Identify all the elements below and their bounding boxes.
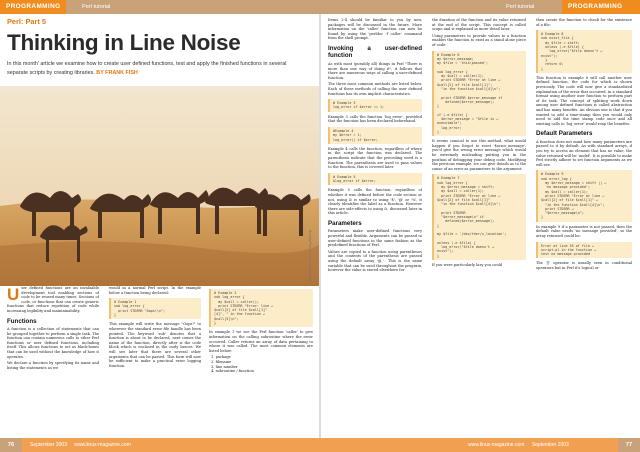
- right-page: [320, 14, 640, 438]
- standfirst-text: In this month' article we examine how to create user defined functions, test and apply the finished functions in several separate scripts by creating libraries.: [7, 61, 287, 76]
- paragraph: The '||' operator is usually seen in conditional operators but in Perl it's logical or: [536, 261, 632, 270]
- camels-illustration: [0, 86, 320, 286]
- photo-credit: Burning Photos: sxc.hu photographer: [308, 230, 312, 283]
- camels-photo: [0, 86, 320, 286]
- paragraph: A function is a collection of statements that can be grouped together to perform a single task. The function can contain numerous calls to other Perl functions or user defined functions, including itself. This allows functions to act as black-boxes that can be used without the knowledge of how it operates.: [7, 327, 99, 359]
- code-example-4: #Example 4 my $error = 1; log_error() if $error;: [328, 127, 422, 144]
- article-title: Thinking in Line Noise: [7, 30, 241, 55]
- column-5: [432, 18, 526, 436]
- section-tab-left: PROGRAMMING: [0, 0, 66, 14]
- paragraph: As with most (possibly all) things in Perl "There is more than one way of doing it", it follows that there are numerous ways of calling a user-defined function.: [328, 61, 422, 80]
- code-example-9: # Example 9 sub error_log { my $error_message = shift || ↵ 'no message provided'; my $call = caller(1); print STDERR "Error at line ↵ $call[2] of file $call[1]" ↵ "in the function $call[4]\n"; print STDERR ↵ "$error_message\n"; }: [536, 170, 632, 221]
- subsection-right: Perl tutorial: [506, 4, 535, 10]
- url-left: www.linux-magazine.com: [74, 442, 131, 448]
- column-3: [209, 286, 313, 426]
- intro-text: ser defined functions are an invaluable development tool enabling sections of code to be reused many times. Sections of code, or functions that can create generic functions that reduce repetition of code while increasing legibility and maintainability.: [7, 286, 99, 313]
- paragraph: Items 2-4 should be familiar to you by now, packages will be discussed in the future. More information on the 'caller' function can now be found by using the 'perldoc -f caller' command from the shell prompt.: [328, 18, 422, 41]
- paragraph: then create the function to check for the existence of a file:: [536, 18, 632, 27]
- paragraph: This function is example 8 will call another user defined function, the code for which is shown previously. The code will now give a standardized explanation of the error that occurred, in a standard format using another user function to perform part of its task. The concept of splitting work down among user defined functions is called abstraction and has many benefits. An obvious one is that if you wanted to add a time-stamp then you would only need to add the time stamp code once and all existing calls to 'log_error' would reap the benefits.: [536, 75, 632, 126]
- paragraph: The three most common methods are listed below. Each of these methods of calling the user defined functions has its own implicit characteristics.: [328, 82, 422, 96]
- url-right: www.linux-magazine.com: [468, 442, 525, 448]
- paragraph: Example 3 calls the function 'log_error', provided that the function has been declared beforehand.: [328, 114, 422, 124]
- page-number-left: 76: [0, 438, 22, 452]
- article-standfirst: [7, 60, 307, 77]
- heading-parameters: Parameters: [328, 219, 362, 227]
- column-6: [536, 18, 632, 436]
- byline: BY FRANK FISH: [96, 69, 138, 76]
- heading-default-parameters: Default Parameters: [536, 130, 593, 138]
- list-item: 4. subroutine / function: [211, 369, 254, 374]
- footer-right-info: [468, 438, 569, 452]
- paragraph: Using parameters to provide values to a function enables the function to exist as a stand alone piece of code:: [432, 33, 526, 47]
- paragraph: We declare a function by specifying its name and listing the statements as we: [7, 361, 99, 370]
- article-kicker: Perl: Part 5: [7, 17, 47, 26]
- code-example-1: # Example 1 sub log_error { print STDERR "Oops!\n"; }: [109, 298, 201, 319]
- issue-date-left: September 2003: [30, 442, 67, 448]
- list-item: 2. filename: [211, 359, 232, 364]
- section-tab-right: PROGRAMMING: [562, 0, 640, 14]
- code-example-7: # Example 7 sub log_error { my $error_message = shift; my $call = caller(1); print STDERR "Error at line ↵ $call[2] of file $call[1]" "in the function $call[4]\n"; print STDERR "$error_message\n" if defined($error_message); } my $file = '/dev/ther/x_location'; unless (-e $file) { log_error("$file doesn't ↵ exist"); }: [432, 174, 526, 260]
- paragraph: would in a normal Perl script. In the example below a function being declared:: [109, 286, 201, 295]
- paragraph: Example 5 calls the function, regardless of whether it was defined before the code section or not, using & is similar to using '$', '@' or '%', it clearly identifies the label as a function. However there are side-effects to using &, discussed later in this article.: [328, 188, 422, 216]
- code-example-5: # Example 5 &log_error if $error;: [328, 173, 422, 186]
- intro-paragraph: [7, 286, 99, 314]
- heading-invoking: Invoking a user-defined function: [328, 44, 422, 60]
- list-item: 3. line number: [211, 364, 238, 369]
- heading-functions: Functions: [7, 317, 37, 325]
- column-2: [109, 286, 201, 426]
- code-example-3: # Example 3 log_error if $error == 1;: [328, 99, 422, 112]
- footer-left-info: [30, 438, 131, 452]
- dropcap: U: [7, 286, 20, 304]
- paragraph: It seems comical to use this method, what would happen if you forgot to reset '$error_message', you'd give the wrong error message which would be extremely misleading putting you in the position of debugging your debug code. Modifying the previous example, we can give details as to the cause of an error as parameters to the argument:: [432, 139, 526, 171]
- code-example-2: # Example 2 sub log_error { my $call = caller(); print STDERR "Error: line ↵ $call[2] of file $call[1]" [4]", " in the function ↵ $call[3]\n"; }: [209, 289, 313, 327]
- column-4: [328, 18, 422, 436]
- paragraph: Example 4 calls the function, regardless of where in the script the function was declared. The parenthesis indicate that the preceding word is a function. The parenthesis are used to pass values to the function, this is covered later.: [328, 146, 422, 170]
- paragraph: This example will write the message "Oops!" to wherever the standard error file handle has been pointed. The keyword 'sub' denotes that a function is about to be declared, next comes the name of the function, directly after is the code block which is enclosed in the curly braces. We will see later that there are several other arguments that can be passed. This form will now be sufficient to make a practical error logging function.: [109, 322, 201, 368]
- paragraph: A function does not mind how many parameters are passed to it by default. As with standard arrays, if you try to access an element that has no value, the value returned will be 'undef'. It is possible to make Perl strictly adhere to set function arguments as we will see.: [536, 139, 632, 167]
- code-example-6: # Example 6 my $error_message; my $file = 'this\passed'; sub log_error { my $call = caller(1); print STDERR "Error at line ↵ $call[2] of file $call[1]"; "in the function $call[4]\n"; print STDERR $error_message if defined($error_message); } if (-e $file) { $error_message = "$file is ↵ executable"; log_error; }: [432, 51, 526, 137]
- page-number-right: 77: [618, 438, 640, 452]
- issue-date-right: September 2003: [531, 442, 569, 448]
- code-example-8: # Example 8 sub exist_file { my $file = shift; unless (-e $file) { log_error("$file doesn't ↵ exist"); } return 0; }: [536, 30, 632, 73]
- paragraph: In example 9 if a parameter is not passed, then the default value needs 'no message provided', so the array returned could be:: [536, 224, 632, 238]
- paragraph: In example 1 we see the Perl function 'caller' to give information on the calling subroutine where the error occurred. Caller returns an array of data pertaining to where it was called. The most common elements are listed below:: [209, 330, 313, 353]
- paragraph: If you were particularly lazy you could: [432, 263, 503, 267]
- code-output: Error at line 55 of file ↵ script.pl in the function ↵ test no message provided: [536, 242, 632, 259]
- column-1: [7, 286, 99, 426]
- caller-list: [209, 355, 313, 373]
- paragraph: Parameters make user-defined functions very powerful and flexible. Arguments can be passed to user-defined functions in the same fashion as the predefined functions of Perl.: [328, 229, 422, 248]
- paragraph: Values are copied to a function using parentheses and the contents of the parenthesis are passed using the default array '@_'. This is the same variable that can be used throughout the program, however the value is stored elsewhere for: [328, 249, 422, 273]
- paragraph: the duration of the function and its value returned at the end of the script. This concept is called scope and is explained in more detail later.: [432, 18, 526, 32]
- list-item: 1. package: [211, 355, 231, 360]
- subsection-left: Perl tutorial: [82, 4, 111, 10]
